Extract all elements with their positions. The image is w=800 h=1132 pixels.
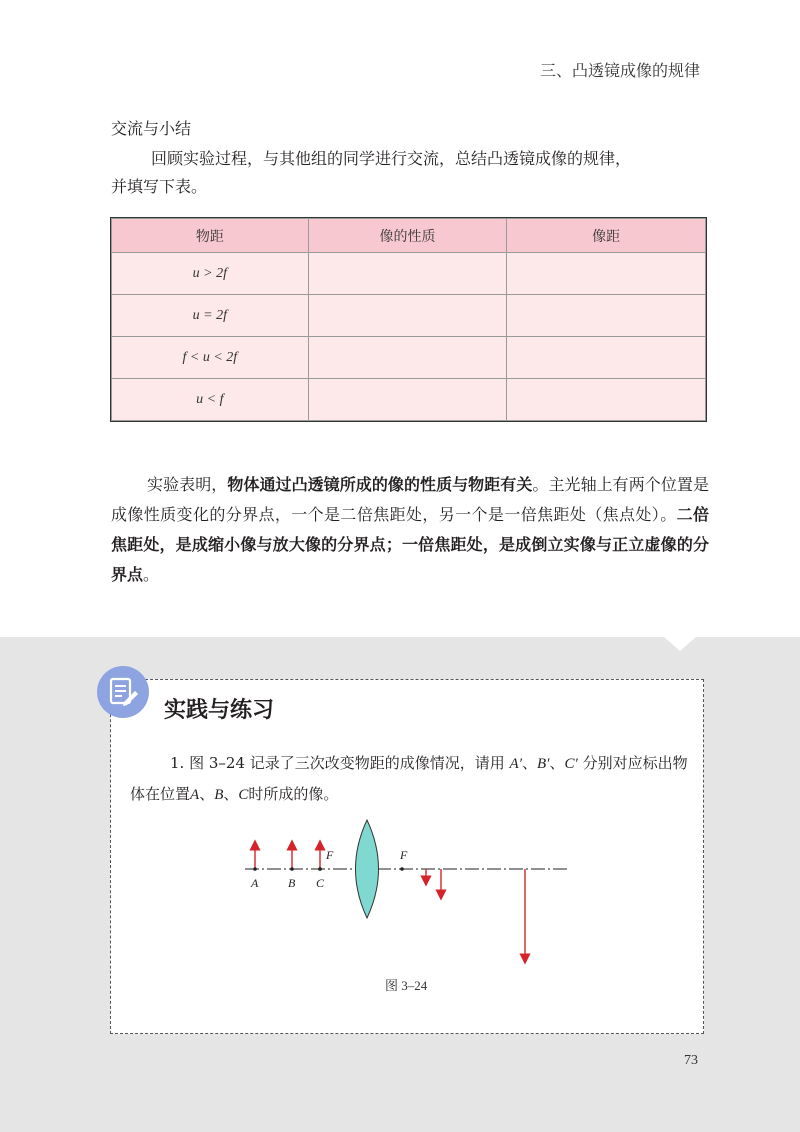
lens-diagram bbox=[240, 815, 580, 970]
label-c: C bbox=[238, 787, 249, 803]
question-sep: 、 bbox=[199, 785, 215, 803]
cell-condition: f < u < 2f bbox=[112, 337, 309, 379]
cell-condition: u = 2f bbox=[112, 295, 309, 337]
cell-image-distance[interactable] bbox=[507, 379, 706, 421]
intro-line-2: 并填写下表。 bbox=[111, 177, 208, 196]
cell-condition: u > 2f bbox=[112, 253, 309, 295]
focal-point-right bbox=[400, 867, 404, 871]
header-object-distance: 物距 bbox=[112, 219, 309, 253]
label-a-prime: A′ bbox=[509, 756, 522, 772]
cell-image-nature[interactable] bbox=[308, 253, 507, 295]
cell-image-distance[interactable] bbox=[507, 253, 706, 295]
cell-image-distance[interactable] bbox=[507, 337, 706, 379]
convex-lens bbox=[356, 820, 379, 918]
label-a: A bbox=[190, 787, 200, 803]
label-point-b: B bbox=[288, 876, 296, 890]
table-header-row bbox=[112, 219, 706, 253]
label-b: B bbox=[214, 787, 224, 803]
table-row bbox=[112, 337, 706, 379]
page-number: 73 bbox=[684, 1053, 698, 1068]
label-point-c: C bbox=[316, 876, 325, 890]
summary-table bbox=[111, 218, 706, 421]
question-number: 1. bbox=[170, 754, 185, 772]
focal-point-left bbox=[318, 867, 322, 871]
label-focus-right: F bbox=[400, 848, 408, 862]
conclusion-text-2: 。主光轴上有两个位置是成像性质变化的分界点，一个是二倍焦距处，另一个是一倍焦距处（焦点处）。 bbox=[111, 475, 709, 524]
question-sep: 、 bbox=[223, 785, 239, 803]
section-heading: 交流与小结 bbox=[111, 119, 192, 138]
conclusion-text-3: 。 bbox=[143, 565, 160, 584]
notepad-pencil-icon bbox=[97, 666, 149, 718]
header-image-distance: 像距 bbox=[507, 219, 706, 253]
point-a bbox=[253, 867, 257, 871]
table-row bbox=[112, 253, 706, 295]
running-header: 三、凸透镜成像的规律 bbox=[539, 61, 700, 80]
header-image-nature: 像的性质 bbox=[308, 219, 507, 253]
question-text-b: 分别对应标出物体在位置 bbox=[130, 754, 688, 803]
conclusion-text-1: 实验表明， bbox=[147, 475, 228, 494]
label-focus-left: F bbox=[326, 848, 334, 862]
question-text-a: 图 3–24 记录了三次改变物距的成像情况，请用 bbox=[189, 754, 505, 772]
cell-image-nature[interactable] bbox=[308, 295, 507, 337]
label-b-prime: B′ bbox=[537, 756, 550, 772]
point-b bbox=[290, 867, 294, 871]
question-sep: 、 bbox=[549, 754, 565, 772]
conclusion-paragraph bbox=[111, 470, 709, 590]
table-row bbox=[112, 379, 706, 421]
question-sep: 、 bbox=[522, 754, 538, 772]
label-point-a: A bbox=[251, 876, 259, 890]
conclusion-bold-2: 二倍焦距处，是成缩小像与放大像的分界点；一倍焦距处，是成倒立实像与正立虚像的分界点 bbox=[111, 505, 709, 584]
figure-caption: 图 3–24 bbox=[385, 978, 428, 993]
cell-image-nature[interactable] bbox=[308, 337, 507, 379]
intro-paragraph bbox=[111, 145, 711, 201]
practice-title: 实践与练习 bbox=[164, 697, 275, 723]
band-notch bbox=[664, 637, 696, 651]
cell-image-distance[interactable] bbox=[507, 295, 706, 337]
cell-image-nature[interactable] bbox=[308, 379, 507, 421]
question-text-c: 时所成的像。 bbox=[248, 785, 339, 803]
label-c-prime: C′ bbox=[564, 756, 578, 772]
question-1 bbox=[130, 748, 690, 810]
cell-condition: u < f bbox=[112, 379, 309, 421]
table-row bbox=[112, 295, 706, 337]
conclusion-bold-1: 物体通过凸透镜所成的像的性质与物距有关 bbox=[227, 475, 533, 494]
intro-line-1: 回顾实验过程，与其他组的同学进行交流，总结凸透镜成像的规律， bbox=[151, 149, 632, 168]
